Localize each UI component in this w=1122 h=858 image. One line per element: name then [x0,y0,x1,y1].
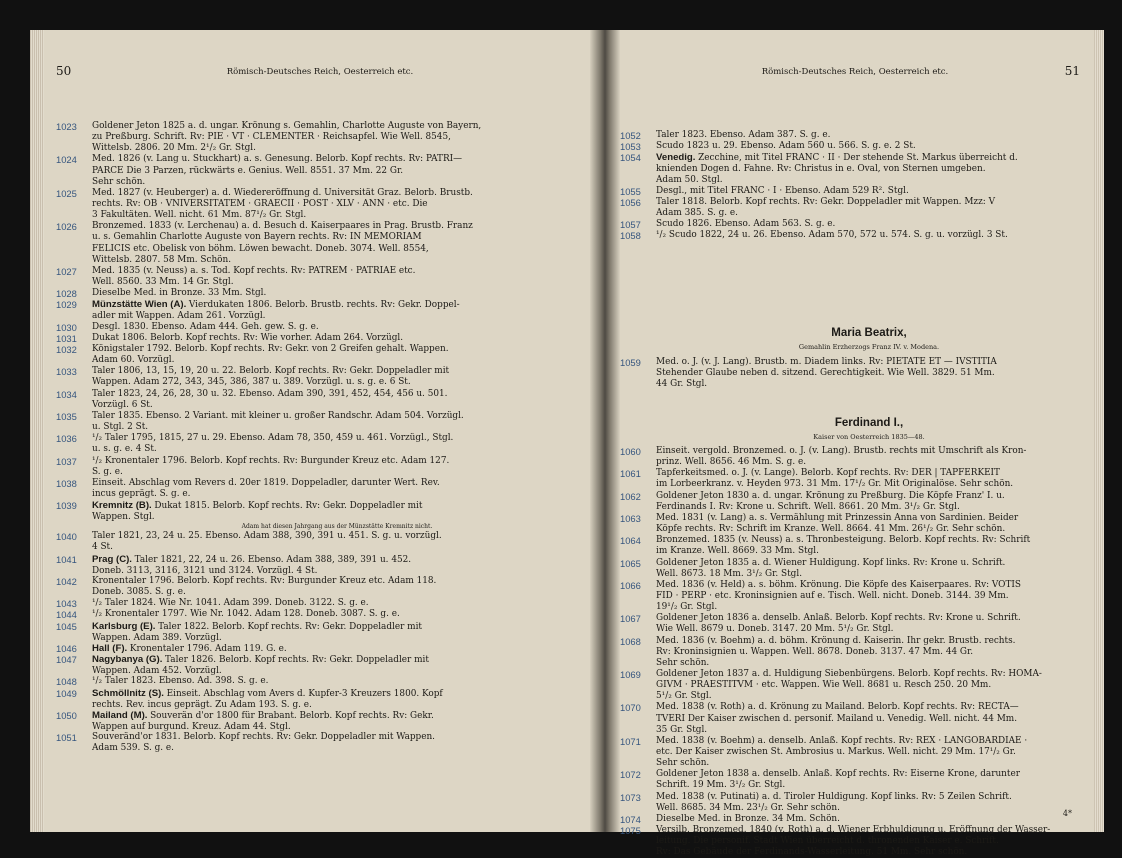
lot-description [56,299,588,322]
lot-number: 1047 [56,654,77,666]
lot-description-line: Med. 1838 (v. Putinati) a. d. Tiroler Huldigung. Kopf links. Rv: 5 Zeilen Schrift. [656,791,1012,802]
lot-description-text: Kronentaler 1796. Adam 119. G. e. [129,643,287,654]
catalog-entry [56,710,588,733]
lot-number: 1041 [56,553,77,565]
catalog-entry [620,141,1080,152]
lot-description-line: 19¹/₂ Gr. Stgl. [656,601,718,612]
lot-description [56,554,588,577]
catalog-entry [56,676,588,687]
lot-number: 1050 [56,709,77,721]
catalog-entry [620,825,1080,858]
lot-number: 1045 [56,620,77,632]
lot-description [620,792,1080,814]
lot-description-line: Sehr schön. [92,176,146,187]
lot-number: 1064 [620,535,641,547]
lot-description [56,654,588,677]
lot-description-line: Desgl., mit Titel FRANC · I · Ebenso. Adam 529 R². Stgl. [656,185,909,196]
lot-number: 1043 [56,598,77,610]
lot-description-line: Med. 1836 (v. Boehm) a. d. böhm. Krönung d. Kaiserin. Ihr gekr. Brustb. rechts. [656,635,1016,646]
lot-description-line [92,554,588,566]
mint-heading: Münzstätte Wien (A). [92,299,189,311]
section-subtitle-ferdinand: Kaiser von Oesterreich 1835—48. [813,433,925,441]
left-page-edge [30,30,44,832]
lot-description [56,732,588,754]
lot-description [620,446,1080,468]
lot-description-line: S. g. e. [92,466,123,477]
lot-number: 1039 [56,500,77,512]
catalog-entry [620,130,1080,141]
lot-description-line: Wie Well. 8679 u. Doneb. 3147. 20 Mm. 5¹/₂ Gr. Stgl. [656,624,894,635]
right-page-edge [1094,30,1104,832]
lot-description-line: FELICIS etc. Obelisk von böhm. Löwen bewacht. Doneb. 3074. Well. 8554, [92,243,429,254]
catalog-entry [620,814,1080,825]
lot-description-line: Bronzemed. 1833 (v. Lerchenau) a. d. Besuch d. Kaiserpaares in Prag. Brustb. Franz [92,221,473,232]
lot-number: 1069 [620,669,641,680]
lot-description [620,613,1080,635]
lot-description-line: PARCE Die 3 Parzen, rückwärts e. Genius. Well. 8551. 37 Mm. 22 Gr. [92,165,404,176]
left-page [46,30,594,832]
lot-description-line [92,500,588,512]
lot-number: 1070 [620,702,641,714]
catalog-entry [620,230,1080,241]
lot-number: 1031 [56,332,77,344]
lot-description-line: Taler 1823, 24, 26, 28, 30 u. 32. Ebenso. Adam 390, 391, 452, 454, 456 u. 501. [92,388,448,399]
lot-description-line: prinz. Well. 8656. 46 Mm. S. g. e. [656,457,807,468]
lot-description-text: Souverän d'or 1800 für Brabant. Belorb. Kopf rechts. Rv: Gekr. [150,710,434,721]
lot-number: 1052 [620,130,641,141]
lot-description [56,344,588,366]
catalog-entry [620,636,1080,669]
lot-description-line: rechts. Rv: OB · VNIVERSITATEM · GRAECII · POST · XLV · ANN · etc. Die [92,198,428,209]
catalog-entry [56,266,588,288]
lot-number: 1035 [56,410,77,422]
lot-number: 1054 [620,152,641,164]
catalog-entry [620,580,1080,613]
catalog-entry [620,535,1080,557]
catalog-entry [620,446,1080,468]
mint-heading: Prag (C). [92,553,135,565]
lot-description-line: incus geprägt. S. g. e. [92,488,191,499]
catalog-entry [56,478,588,500]
right-page [618,30,1092,858]
catalog-entry [56,554,588,577]
lot-description-line: im Kranze. Well. 8669. 33 Mm. Stgl. [656,546,819,557]
catalog-entry [620,769,1080,791]
catalog-entry [620,513,1080,535]
lot-number: 1034 [56,388,77,400]
lot-description-line: Goldener Jeton 1836 a. denselb. Anlaß. Belorb. Kopf rechts. Rv: Krone u. Schrift. [656,613,1021,624]
lot-number: 1063 [620,512,641,524]
lot-description [620,580,1080,613]
lot-description-line: knienden Dogen d. Fahne. Rv: Christus in e. Oval, von Sternen umgeben. [656,164,986,175]
lot-description-line [92,299,588,311]
catalog-entry [620,558,1080,580]
lot-description-line: Med. 1836 (v. Held) a. s. böhm. Krönung. Die Köpfe des Kaiserpaares. Rv: VOTIS [656,579,1021,590]
lot-description-line: 44 Gr. Stgl. [656,379,708,390]
lot-number: 1049 [56,687,77,699]
lot-description-line: im Lorbeerkranz. v. Heyden 973. 31 Mm. 17¹/₂ Gr. Mit Originalöse. Sehr schön. [656,479,1014,490]
lot-description [620,535,1080,557]
lot-description [56,598,588,609]
lot-description [56,531,588,553]
lot-description-line: Well. 8685. 34 Mm. 23¹/₂ Gr. Sehr schön. [656,802,840,813]
lot-description [620,558,1080,580]
lot-description-line: Goldener Jeton 1835 a. d. Wiener Huldigung. Kopf links. Rv: Krone u. Schrift. [656,557,1006,568]
lot-description-line: Dukat 1806. Belorb. Kopf rechts. Rv: Wie vorher. Adam 264. Vorzügl. [92,332,404,343]
lot-number: 1026 [56,221,77,233]
catalog-entry [620,468,1080,490]
lot-description-line: Königstaler 1792. Belorb. Kopf rechts. Rv: Gekr. von 2 Greifen gehalt. Wappen. [92,344,449,354]
lot-description-text: Zecchine, mit Titel FRANC · II · Der stehende St. Markus überreicht d. [698,153,1018,164]
lot-description-line: TVERI Der Kaiser zwischen d. personif. Mailand u. Venedig. Well. nicht. 44 Mm. [656,713,1018,724]
mint-heading: Karlsburg (E). [92,620,159,632]
lot-description-text: Vierdukaten 1806. Belorb. Brustb. rechts. Rv: Gekr. Doppel- [188,300,460,311]
mint-heading: Kremnitz (B). [92,500,155,512]
lot-description-line: rechts. Rev. incus geprägt. Zu Adam 193. S. g. e. [92,699,312,710]
lot-description [56,266,588,288]
catalog-entry [56,121,588,154]
lot-description-line: Taler 1821, 23, 24 u. 25. Ebenso. Adam 388, 390, 391 u. 451. S. g. u. vorzügl. [92,531,442,542]
lot-description-line: u. s. g. e. 4 St. [92,444,157,455]
lot-number: 1058 [620,230,641,242]
catalog-entry [56,322,588,333]
catalog-entry [620,736,1080,769]
book-spread [30,30,1104,858]
lot-description-line: Scudo 1826. Ebenso. Adam 563. S. g. e. [656,219,836,230]
lot-description-line: 4 St. [92,542,113,553]
lot-number: 1027 [56,265,77,277]
lot-description-text: Taler 1822. Belorb. Kopf rechts. Rv: Gekr. Doppeladler mit [158,621,422,632]
lot-description [620,513,1080,535]
lot-description-line: Adam 50. Stgl. [656,175,723,186]
lot-description-line: Med. 1826 (v. Lang u. Stuckhart) a. s. Genesung. Belorb. Kopf rechts. Rv: PATRI— [92,154,463,165]
lot-description-line: 3 Fakultäten. Well. nicht. 61 Mm. 87¹/₂ Gr. Stgl. [92,210,307,221]
lot-description-line: ¹/₂ Kronentaler 1796. Belorb. Kopf rechts. Rv: Burgunder Kreuz etc. Adam 127. [92,455,450,466]
catalog-entry [620,792,1080,814]
lot-number: 1032 [56,344,77,355]
lot-description [56,154,588,187]
lot-description-line: Stehender Glaube neben d. sitzend. Gerechtigkeit. Wie Well. 3829. 51 Mm. [656,368,995,379]
right-running-head [618,64,1092,81]
lot-description-line: Med. 1835 (v. Neuss) a. s. Tod. Kopf rechts. Rv: PATREM · PATRIAE etc. [92,265,416,276]
lot-description-line: Med. 1838 (v. Roth) a. d. Krönung zu Mailand. Belorb. Kopf rechts. Rv: RECTA— [656,702,1019,713]
lot-description [620,141,1080,152]
lot-number: 1036 [56,433,77,445]
lot-description-line [92,710,588,722]
lot-description-line: ¹/₂ Kronentaler 1797. Wie Nr. 1042. Adam 128. Doneb. 3087. S. g. e. [92,609,400,620]
lot-description-line: Goldener Jeton 1837 a. d. Huldigung Siebenbürgens. Belorb. Kopf rechts. Rv: HOMA- [656,669,1042,679]
lot-number: 1033 [56,366,77,378]
lot-description-text: Einseit. Abschlag vom Avers d. Kupfer-3 Kreuzers 1800. Kopf [166,688,443,699]
lot-description-line: Well. 8560. 33 Mm. 14 Gr. Stgl. [92,277,234,288]
lot-description [620,702,1080,735]
catalog-entry [56,598,588,609]
lot-description-line: Med. o. J. (v. J. Lang). Brustb. m. Diadem links. Rv: PIETATE ET — IVSTITIA [656,357,997,367]
right-page-number: 51 [1064,64,1080,78]
lot-number: 1042 [56,576,77,587]
lot-description-line: ¹/₂ Taler 1824. Wie Nr. 1041. Adam 399. Doneb. 3122. S. g. e. [92,598,369,609]
lot-description [620,814,1080,825]
lot-number: 1061 [620,468,641,480]
lot-description-line: Taler 1806, 13, 15, 19, 20 u. 22. Belorb. Kopf rechts. Rv: Gekr. Doppeladler mit [92,366,450,377]
lot-description-line: zu Preßburg. Schrift. Rv: PIE · VT · CLEMENTER · Reichsapfel. Wie Well. 8545, [92,132,451,143]
lot-description [620,130,1080,141]
lot-description-line [656,152,1080,164]
lot-number: 1051 [56,732,77,744]
lot-description [56,688,588,711]
lot-description-line: Sehr schön. [656,657,710,668]
lot-description-line [92,688,588,700]
catalog-entry [56,333,588,344]
lot-number: 1048 [56,676,77,688]
catalog-entry [56,654,588,677]
lot-description-line: Well. 8673. 18 Mm. 3¹/₂ Gr. Stgl. [656,568,803,579]
lot-description [620,491,1080,513]
lot-description [56,322,588,333]
lot-number: 1057 [620,219,641,231]
lot-description-line: Wappen auf burgund. Kreuz. Adam 44. Stgl. [92,721,291,732]
lot-description-line: GIVM · PRAESTITVM · etc. Wappen. Wie Well. 8681 u. Resch 250. 20 Mm. [656,680,992,691]
lot-number: 1067 [620,613,641,625]
lot-description [620,219,1080,230]
lot-number: 1053 [620,141,641,153]
section-heading-ferdinand: Ferdinand I., [834,417,904,429]
lot-number: 1044 [56,609,77,621]
lot-description-line: Köpfe rechts. Rv: Schrift im Kranze. Well. 8664. 41 Mm. 26¹/₂ Gr. Sehr schön. [656,523,1006,534]
lot-description-line [92,621,588,633]
lot-description-line: 35 Gr. Stgl. [656,724,708,735]
lot-description-line: Schrift. 19 Mm. 3¹/₂ Gr. Stgl. [656,780,786,791]
lot-description-line: Bronzemed. 1835 (v. Neuss) a. s. Thronbesteigung. Belorb. Kopf rechts. Rv: Schrift [656,535,1031,546]
lot-description [56,221,588,265]
catalog-entry [56,411,588,433]
book-gutter [590,30,620,832]
lot-number: 1065 [620,557,641,569]
lot-description [620,769,1080,791]
lot-description-line: ¹/₂ Scudo 1822, 24 u. 26. Ebenso. Adam 570, 572 u. 574. S. g. u. vorzügl. 3 St. [656,230,1008,241]
lot-number: 1029 [56,299,77,311]
lot-description [56,389,588,411]
lot-description [620,825,1080,858]
section-subtitle-maria-beatrix: Gemahlin Erzherzogs Franz IV. v. Modena. [798,343,940,351]
lot-description-line: adler mit Wappen. Adam 261. Vorzügl. [92,311,266,322]
catalog-entry [620,357,1080,390]
lot-description-line: Kronentaler 1796. Belorb. Kopf rechts. Rv: Burgunder Kreuz etc. Adam 118. [92,576,437,586]
lot-description [56,500,588,523]
lot-description-line: etc. Der Kaiser zwischen St. Ambrosius u. Markus. Well. nicht. 29 Mm. 17¹/₂ Gr. [656,746,1016,757]
catalog-entry [56,621,588,644]
lot-description [56,478,588,500]
catalog-entry [56,299,588,322]
lot-number: 1066 [620,579,641,591]
lot-number: 1059 [620,357,641,368]
catalog-entry [56,188,588,221]
catalog-entry [56,688,588,711]
catalog-entry [620,197,1080,219]
mint-heading: Hall (F). [92,642,130,654]
lot-number: 1073 [620,791,641,803]
lot-description-line: Wappen. Stgl. [92,512,155,523]
lot-number: 1028 [56,288,77,300]
catalog-entry [620,186,1080,197]
lot-description-text: Taler 1826. Belorb. Kopf rechts. Rv: Gekr. Doppeladler mit [165,655,429,666]
lot-description [620,230,1080,241]
lot-description-text: Taler 1821, 22, 24 u. 26. Ebenso. Adam 388, 389, 391 u. 452. [134,554,412,565]
lot-description [56,433,588,455]
signature-mark: 4* [1062,809,1072,818]
lot-description [56,621,588,644]
catalog-entry [56,732,588,754]
catalog-entry [620,669,1080,702]
left-running-head [46,64,594,81]
lot-number: 1025 [56,187,77,199]
lot-description-line: Med. 1831 (v. Lang) a. s. Vermählung mit Prinzessin Anna von Sardinien. Beider [656,512,1019,523]
lot-description-line: leitung. Die personif. Stadt Wien überreicht d. thronenden Kaiser e. Schrift. [656,836,999,847]
lot-number: 1037 [56,455,77,467]
lot-description-line: u. Stgl. 2 St. [92,421,149,432]
lot-number: 1024 [56,154,77,166]
catalog-entry [620,613,1080,635]
catalog-entry [620,491,1080,513]
lot-number: 1046 [56,642,77,654]
lot-description-line: Ferdinands I. Rv: Krone u. Schrift. Well. 8661. 20 Mm. 3¹/₂ Gr. Stgl. [656,501,960,512]
left-running-title: Römisch-Deutsches Reich, Oesterreich etc. [226,67,414,77]
catalog-entry [56,344,588,366]
lot-description-line: Goldener Jeton 1825 a. d. ungar. Krönung s. Gemahlin, Charlotte Auguste von Bayern, [92,121,482,131]
catalog-entry [56,221,588,265]
lot-description [56,710,588,733]
catalog-entry [56,154,588,187]
footnote-mint: Adam hat diesen Jahrgang aus der Münzstätte Kremnitz nicht. [241,523,433,531]
catalog-entry [56,366,588,388]
lot-description-line: 5¹/₂ Gr. Stgl. [656,691,712,702]
lot-description-line: Souveränd'or 1831. Belorb. Kopf rechts. Rv: Gekr. Doppeladler mit Wappen. [92,732,436,743]
catalog-entry [56,456,588,478]
lot-description [56,609,588,620]
lot-description-line: FID · PERP · etc. Kroninsignien auf e. Tisch. Well. nicht. Doneb. 3144. 39 Mm. [656,590,1009,601]
lot-description-line: Einseit. vergold. Bronzemed. o. J. (v. Lang). Brustb. rechts mit Umschrift als Kron- [656,446,1027,456]
lot-description-line: Adam 60. Vorzügl. [92,355,175,366]
lot-description-line: Doneb. 3085. S. g. e. [92,587,186,598]
lot-description-line: Rv: Kroninsignien u. Wappen. Well. 8678. Doneb. 3137. 47 Mm. 44 Gr. [656,646,974,657]
lot-description-line: Taler 1823. Ebenso. Adam 387. S. g. e. [656,130,831,140]
catalog-entry [620,152,1080,186]
catalog-entry [620,219,1080,230]
lot-number: 1074 [620,813,641,825]
lot-description [56,288,588,299]
lot-description-line: Wittelsb. 2806. 20 Mm. 2¹/₂ Gr. Stgl. [92,143,256,154]
lot-description-line: Taler 1818. Belorb. Kopf rechts. Rv: Gekr. Doppeladler mit Wappen. Mzz: V [656,196,995,207]
catalog-entry [56,500,588,523]
lot-description-line: Dieselbe Med. in Bronze. 34 Mm. Schön. [656,813,840,824]
lot-description-line: Doneb. 3113, 3116, 3121 und 3124. Vorzügl. 4 St. [92,565,318,576]
lot-description-line: Tapferkeitsmed. o. J. (v. Lange). Belorb. Kopf rechts. Rv: DER | TAPFERKEIT [656,468,1000,479]
lot-description-line: u. s. Gemahlin Charlotte Auguste von Bayern rechts. Rv: IN MEMORIAM [92,232,422,243]
lot-description-line: Wappen. Adam 389. Vorzügl. [92,632,222,643]
lot-description [56,411,588,433]
lot-description-line: Goldener Jeton 1830 a. d. ungar. Krönung zu Preßburg. Die Köpfe Franz' I. u. [656,490,1005,501]
lot-description [620,357,1080,390]
section-heading-maria-beatrix: Maria Beatrix, [831,327,907,339]
mint-heading: Nagybanya (G). [92,654,166,666]
catalog-entry [620,702,1080,735]
catalog-entry [56,609,588,620]
lot-description-line: Wappen. Adam 272, 343, 345, 386, 387 u. 389. Vorzügl. u. s. g. e. 6 St. [92,377,411,388]
lot-description [620,197,1080,219]
lot-description-line: Einseit. Abschlag vom Revers d. 20er 1819. Doppeladler, darunter Wert. Rev. [92,477,440,488]
catalog-entry [56,288,588,299]
lot-description-line: Med. 1838 (v. Boehm) a. denselb. Anlaß. Kopf rechts. Rv: REX · LANGOBARDIAE · [656,735,1028,746]
lot-description-line: Taler 1835. Ebenso. 2 Variant. mit kleiner u. großer Randschr. Adam 504. Vorzügl. [92,410,464,421]
right-running-title: Römisch-Deutsches Reich, Oesterreich etc. [761,67,949,77]
lot-number: 1038 [56,477,77,489]
lot-number: 1023 [56,121,77,132]
catalog-entry [56,531,588,553]
lot-description-line: Adam 539. S. g. e. [92,743,175,754]
lot-description-line: Med. 1827 (v. Heuberger) a. d. Wiedereröffnung d. Universität Graz. Belorb. Brustb. [92,187,473,198]
catalog-entry [56,576,588,598]
lot-description [620,736,1080,769]
lot-number: 1030 [56,321,77,333]
lot-description-line: Vorzügl. 6 St. [92,399,153,410]
lot-description [620,468,1080,490]
lot-description-line: ¹/₂ Taler 1795, 1815, 27 u. 29. Ebenso. Adam 78, 350, 459 u. 461. Vorzügl., Stgl. [92,433,454,444]
lot-description-line: Dieselbe Med. in Bronze. 33 Mm. Stgl. [92,288,267,299]
lot-number: 1040 [56,531,77,543]
left-page-number: 50 [56,64,72,78]
lot-description-line: Wittelsb. 2807. 58 Mm. Schön. [92,254,232,265]
lot-description-line: ¹/₂ Taler 1823. Ebenso. Ad. 398. S. g. e. [92,676,269,687]
lot-description-line: Sehr schön. [656,758,710,769]
catalog-entry [56,389,588,411]
lot-description [56,366,588,388]
mint-heading: Mailand (M). [92,709,151,721]
lot-description-line: Rv: Das Gebäude der Ferdinands-Wasserleitung. 51 Mm. Sehr schön. [656,847,968,858]
lot-number: 1060 [620,446,641,457]
lot-number: 1068 [620,635,641,647]
lot-number: 1056 [620,196,641,208]
lot-description-line: Desgl. 1830. Ebenso. Adam 444. Geh. gew. S. g. e. [92,321,319,332]
lot-description [620,636,1080,669]
lot-number: 1062 [620,490,641,502]
lot-number: 1055 [620,185,641,197]
mint-heading: Schmöllnitz (S). [92,687,167,699]
lot-description-line: Adam 385. S. g. e. [656,207,739,218]
lot-description [56,676,588,687]
lot-number: 1075 [620,825,641,837]
lot-description [56,576,588,598]
lot-description [56,456,588,478]
lot-description-line: Wappen. Adam 452. Vorzügl. [92,666,222,677]
lot-description [620,152,1080,186]
lot-description-line: Scudo 1823 u. 29. Ebenso. Adam 560 u. 566. S. g. e. 2 St. [656,141,916,152]
lot-description [56,121,588,154]
mint-heading: Venedig. [656,152,699,164]
lot-description-line: Goldener Jeton 1838 a. denselb. Anlaß. Kopf rechts. Rv: Eiserne Krone, darunter [656,769,1020,780]
lot-description-line: Versilb. Bronzemed. 1840 (v. Roth) a. d. Wiener Erbhuldigung u. Eröffnung der Wasser- [656,825,1051,836]
lot-number: 1071 [620,735,641,747]
lot-description [620,186,1080,197]
lot-number: 1072 [620,769,641,781]
lot-description [56,333,588,344]
lot-description [620,669,1080,702]
lot-description [56,188,588,221]
catalog-entry [56,433,588,455]
lot-description-text: Dukat 1815. Belorb. Kopf rechts. Rv: Gekr. Doppeladler mit [154,501,423,512]
lot-description-line [92,654,588,666]
